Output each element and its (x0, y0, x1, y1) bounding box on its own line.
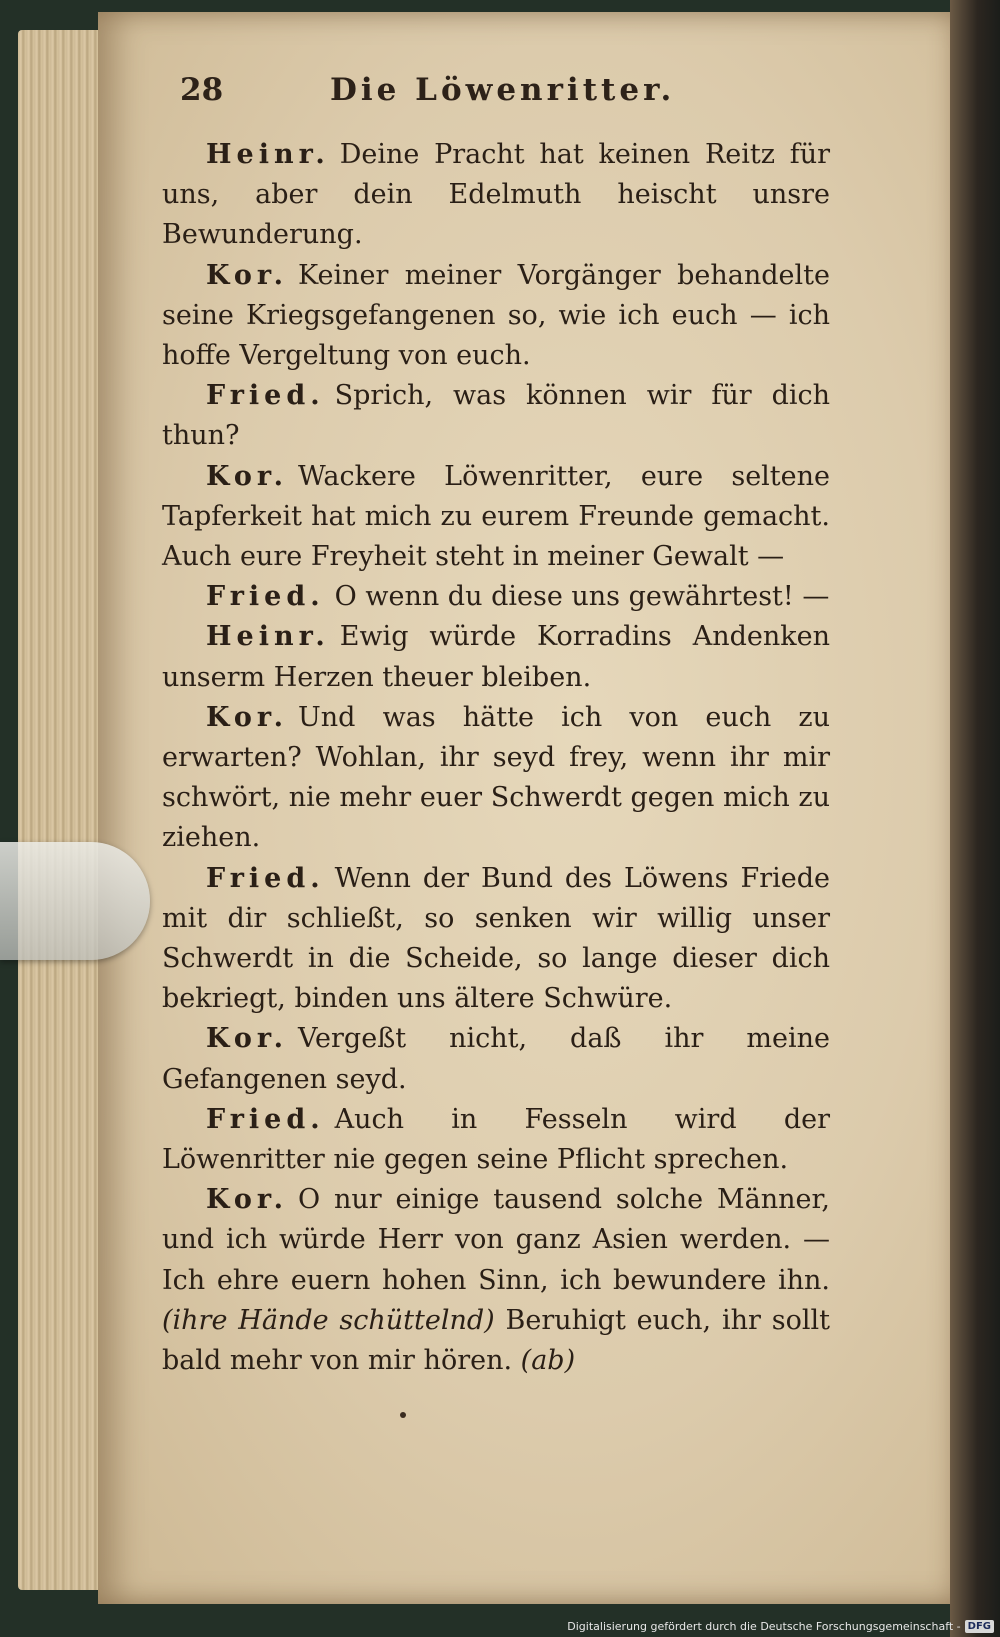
speech-text: Wenn der Bund des Löwens Friede mit dir schließt, so senken wir willig unser Schwerdt in die Scheide, so lange dieser dich bekriegt, binden uns ältere Schwüre. (162, 862, 830, 1015)
speech-text: Deine Pracht hat keinen Reitz für uns, aber dein Edelmuth heischt unsre Bewunderung. (162, 139, 830, 251)
speech-text: O wenn du diese uns gewährtest! — (334, 581, 830, 613)
speech (162, 1019, 830, 1099)
digitization-credit (567, 1620, 994, 1633)
speaker: Fried. (206, 1103, 325, 1135)
speaker: Heinr. (206, 139, 330, 170)
stage-direction: (ihre Hände schüttelnd) (162, 1304, 495, 1336)
speech (162, 135, 830, 256)
speech-text: Keiner meiner Vorgänger behandelte seine Kriegsgefangenen so, wie ich euch — ich hoffe Vergeltung von euch. (162, 259, 830, 372)
speaker: Kor. (206, 1023, 289, 1055)
printer-mark (400, 1412, 406, 1418)
speech (162, 457, 830, 578)
speech (162, 698, 830, 859)
speech-text-continued: Beruhigt euch, ihr sollt bald mehr von mir hören. (162, 1304, 830, 1377)
speech (162, 859, 830, 1020)
speaker: Kor. (206, 460, 289, 492)
speech-text: Vergeßt nicht, daß ihr meine Gefangenen seyd. (162, 1023, 830, 1095)
speech (162, 617, 830, 697)
page-header (180, 68, 820, 118)
glass-page-weight (0, 842, 150, 960)
speech-text: Und was hätte ich von euch zu erwarten? Wohlan, ihr seyd frey, wenn ihr mir schwört, nie mehr euer Schwerdt gegen mich zu ziehen. (162, 701, 830, 854)
speech-text: O nur einige tausend solche Männer, und ich würde Herr von ganz Asien werden. — Ich ehre euern hohen Sinn, ich bewundere ihn. (162, 1184, 830, 1296)
speech-text: Ewig würde Korradins Andenken unserm Herzen theuer bleiben. (162, 621, 830, 693)
dfg-logo: DFG (965, 1620, 994, 1633)
book-binding (950, 0, 1000, 1637)
running-title: Die Löwenritter. (330, 72, 676, 108)
speech-text: Sprich, was können wir für dich thun? (162, 380, 830, 452)
dialogue-text (162, 135, 830, 1381)
speech-text: Auch in Fesseln wird der Löwenritter nie gegen seine Pflicht sprechen. (162, 1103, 830, 1176)
speaker: Kor. (206, 701, 289, 733)
speaker: Fried. (206, 380, 325, 412)
exit-direction: (ab) (520, 1345, 576, 1377)
speech (162, 1180, 830, 1381)
speech (162, 1100, 830, 1180)
speaker: Kor. (206, 1184, 289, 1216)
page-number: 28 (180, 72, 224, 108)
speech (162, 256, 830, 377)
speech (162, 577, 830, 617)
speech-text: Wackere Löwenritter, eure seltene Tapferkeit hat mich zu eurem Freunde gemacht. Auch eure Freyheit steht in meiner Gewalt — (162, 460, 830, 573)
credit-text: Digitalisierung gefördert durch die Deutsche Forschungsgemeinschaft - (567, 1620, 961, 1633)
speaker: Fried. (206, 862, 325, 894)
speech (162, 376, 830, 456)
speaker: Fried. (206, 581, 325, 613)
speaker: Kor. (206, 259, 289, 291)
speaker: Heinr. (206, 621, 330, 653)
